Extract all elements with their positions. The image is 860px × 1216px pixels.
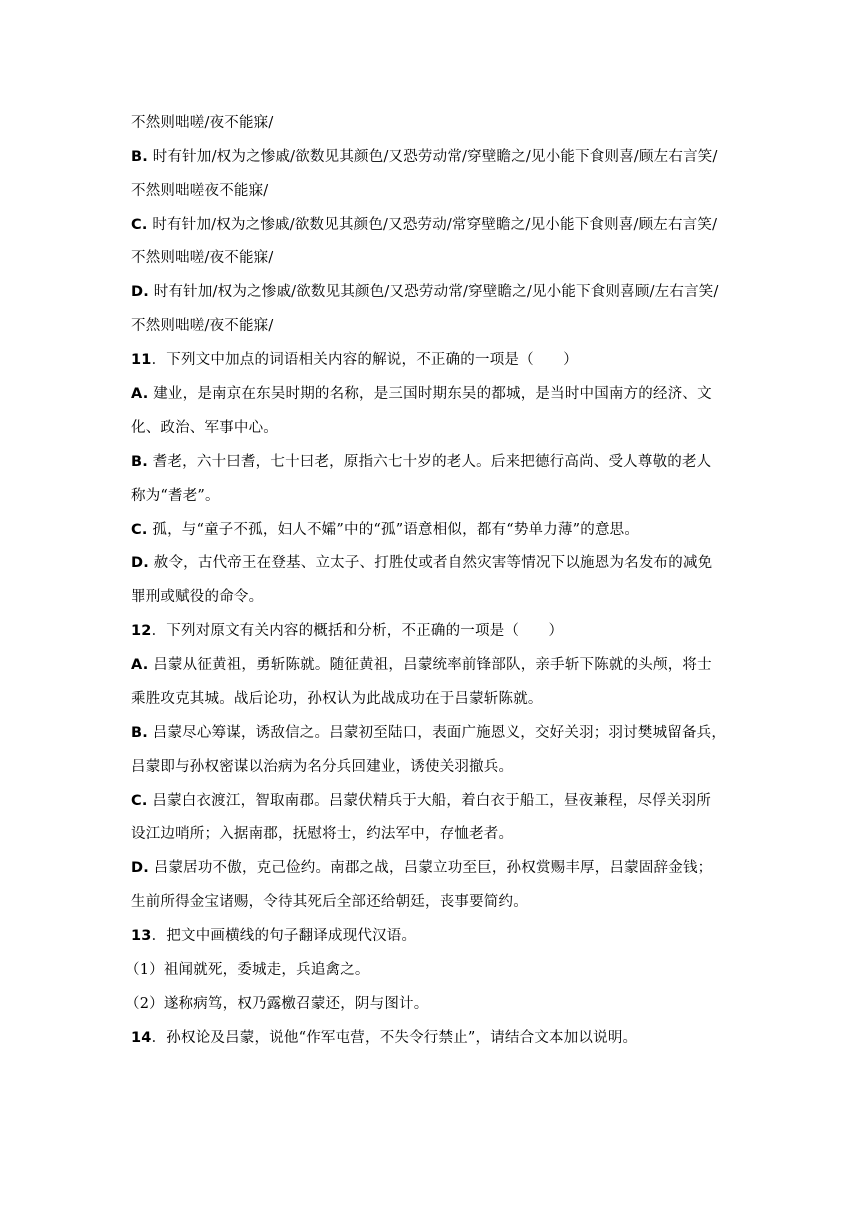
option-d-line: D. 吕蒙居功不傲，克己俭约。南郡之战，吕蒙立功至巨，孙权赏赐丰厚，吕蒙固辞金钱；	[131, 860, 713, 876]
option-d-line: D. 时有针加/权为之惨戚/欲数见其颜色/又恐劳动常/穿壁瞻之/见小能下食则喜顾/左右言笑/	[131, 284, 719, 300]
text-line: 不然则咄嗟/夜不能寐/	[131, 318, 274, 334]
option-c-line: C. 孤，与“童子不孤，妇人不孀”中的“孤”语意相似，都有“势单力薄”的意思。	[131, 522, 640, 538]
text-line: 罪刑或赋役的命令。	[131, 589, 264, 605]
text-line: 吕蒙即与孙权密谋以治病为名分兵回建业，诱使关羽撤兵。	[131, 759, 514, 775]
text-line: 化、政治、军事中心。	[131, 420, 278, 436]
question-12: 12．下列对原文有关内容的概括和分析，不正确的一项是（ ）	[131, 623, 564, 639]
text-line: 乘胜攻克其城。战后论功，孙权认为此战成功在于吕蒙斩陈就。	[131, 691, 543, 707]
text-line: 称为“耆老”。	[131, 488, 220, 504]
text-line: 不然则咄嗟/夜不能寐/	[131, 250, 274, 266]
subquestion-2: （2）遂称病笃，权乃露檄召蒙还，阴与图计。	[125, 996, 429, 1012]
option-b-line: B. 耆老，六十曰耆，七十曰老，原指六七十岁的老人。后来把德行高尚、受人尊敬的老人	[131, 454, 712, 470]
option-c-line: C. 时有针加/权为之惨戚/欲数见其颜色/又恐劳动/常穿壁瞻之/见小能下食则喜/顾左右言笑/	[131, 217, 718, 233]
option-b-line: B. 吕蒙尽心筹谋，诱敌信之。吕蒙初至陆口，表面广施恩义，交好关羽；羽讨樊城留备兵，	[131, 725, 727, 741]
text-line: 设江边哨所；入据南郡，抚慰将士，约法军中，存恤老者。	[131, 826, 514, 842]
option-c-line: C. 吕蒙白衣渡江，智取南郡。吕蒙伏精兵于大船，着白衣于船工，昼夜兼程，尽俘关羽所	[131, 793, 711, 809]
option-b-line: B. 时有针加/权为之惨戚/欲数见其颜色/又恐劳动常/穿壁瞻之/见小能下食则喜/顾左右言笑/	[131, 149, 718, 165]
question-11: 11．下列文中加点的词语相关内容的解说，不正确的一项是（ ）	[131, 352, 578, 368]
option-a-line: A. 吕蒙从征黄祖，勇斩陈就。随征黄祖，吕蒙统率前锋部队，亲手斩下陈就的头颅，将士	[131, 657, 712, 673]
text-line: 不然则咄嗟/夜不能寐/	[131, 115, 274, 131]
question-14: 14．孙权论及吕蒙，说他“作军屯营，不失令行禁止”，请结合文本加以说明。	[131, 1030, 638, 1046]
option-d-line: D. 赦令，古代帝王在登基、立太子、打胜仗或者自然灾害等情况下以施恩为名发布的减免	[131, 555, 713, 571]
question-13: 13．把文中画横线的句子翻译成现代汉语。	[131, 928, 417, 944]
subquestion-1: （1）祖闻就死，委城走，兵追禽之。	[125, 962, 370, 978]
text-line: 不然则咄嗟夜不能寐/	[131, 183, 269, 199]
text-line: 生前所得金宝诸赐，令待其死后全部还给朝廷，丧事要简约。	[131, 894, 528, 910]
option-a-line: A. 建业，是南京在东吴时期的名称，是三国时期东吴的都城，是当时中国南方的经济、文	[131, 386, 712, 402]
